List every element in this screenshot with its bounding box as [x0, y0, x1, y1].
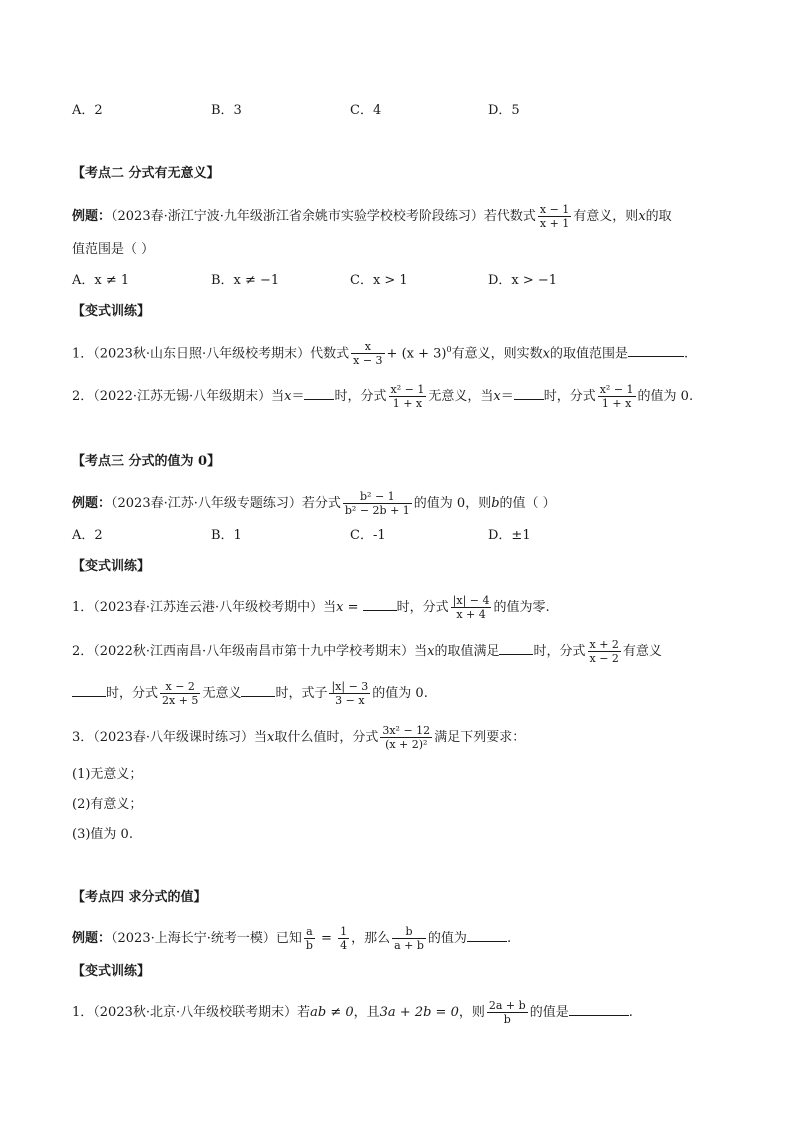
training-header: 【变式训练】	[72, 964, 151, 979]
text: 的值为零.	[493, 600, 550, 615]
text: 时，式子	[275, 686, 328, 701]
condition: 3a + 2b = 0	[379, 1005, 459, 1020]
fraction	[380, 724, 432, 751]
denominator: b² − 2b + 1	[344, 504, 410, 517]
answer-blank[interactable]	[363, 596, 397, 611]
fraction	[451, 594, 492, 621]
text: 时，分式	[533, 644, 586, 659]
training-header: 【变式训练】	[72, 559, 151, 574]
numerator: x − 1	[539, 203, 570, 216]
denominator: b	[305, 939, 313, 952]
fraction	[304, 925, 315, 952]
variable: x	[284, 389, 292, 404]
denominator: 1 + x	[392, 397, 423, 410]
text: 时，分式	[106, 686, 159, 701]
text: （2023春·江苏·八年级专题练习）若分式	[111, 496, 341, 511]
answer-blank[interactable]	[514, 385, 544, 400]
fraction	[487, 999, 528, 1026]
answer-blank[interactable]	[628, 342, 684, 357]
text: ，那么	[351, 931, 391, 946]
denominator: x − 3	[353, 354, 383, 368]
text: 时，分式	[543, 389, 596, 404]
text: 3．（2023春·八年级课时练习）当	[72, 730, 267, 745]
variable: x	[638, 209, 646, 224]
text: 2．（2022·江苏无锡·八年级期末）当	[72, 389, 285, 404]
text: .	[683, 346, 689, 362]
text: + (x + 3)	[386, 346, 447, 362]
fraction	[160, 680, 200, 707]
fraction	[598, 383, 636, 410]
fraction	[329, 680, 370, 707]
text: （2023春·浙江宁波·九年级浙江省余姚市实验学校校考阶段练习）若代数式	[111, 209, 536, 224]
text: 的值为	[427, 931, 467, 946]
text: 的取值满足	[434, 644, 500, 659]
text: 2．（2022秋·江西南昌·八年级南昌市第十九中学校考期末）当	[72, 644, 428, 659]
fraction	[338, 925, 349, 952]
question-3-2	[72, 638, 662, 665]
numerator: a	[304, 925, 315, 939]
text: ＝	[291, 389, 305, 404]
text: 1．（2023春·江苏连云港·八年级校考期中）当	[72, 600, 337, 615]
denominator: (x + 2)²	[385, 738, 428, 751]
denominator: b	[503, 1013, 511, 1026]
text: 1．（2023秋·山东日照·八年级校考期末）代数式	[72, 346, 350, 362]
text: 无意义，当	[428, 389, 494, 404]
option-b: B．1	[211, 528, 242, 543]
denominator: a + b	[394, 939, 424, 952]
numerator: x	[351, 340, 384, 354]
denominator: 2x + 5	[162, 694, 199, 707]
text: 无意义	[202, 686, 242, 701]
answer-blank[interactable]	[72, 682, 106, 697]
denominator: 1 + x	[601, 397, 632, 410]
fraction	[389, 383, 427, 410]
section-title-2: 【考点二 分式有无意义】	[72, 166, 220, 181]
example-2	[72, 203, 672, 230]
text: ，则	[458, 1005, 485, 1020]
question-3-2-line2	[72, 680, 428, 707]
option-c: C．4	[350, 103, 382, 118]
question-4-1	[72, 999, 633, 1026]
question-2-1	[72, 340, 688, 367]
numerator: x + 2	[589, 638, 619, 651]
text: ，且	[353, 1005, 380, 1020]
question-3-3-item-3: (3)值为 0.	[72, 827, 133, 842]
option-d: D．x > −1	[488, 273, 558, 288]
answer-blank[interactable]	[304, 385, 334, 400]
denominator: 3 − x	[335, 694, 365, 707]
fraction	[588, 638, 621, 665]
option-a: A．2	[72, 528, 103, 543]
option-d: D．±1	[488, 528, 531, 543]
option-a: A．2	[72, 103, 103, 118]
question-3-3-item-2: (2)有意义；	[72, 797, 143, 812]
fraction	[392, 925, 426, 952]
option-c: C．-1	[350, 528, 386, 543]
answer-blank[interactable]	[499, 640, 533, 655]
text: 有意义，则实数	[451, 346, 543, 362]
denominator: x + 1	[539, 217, 570, 230]
section-title-4: 【考点四 求分式的值】	[72, 890, 207, 905]
text: 的取	[645, 209, 672, 224]
variable: x	[427, 644, 435, 659]
example-4	[72, 925, 511, 952]
text: .	[506, 931, 512, 946]
option-c: C．x > 1	[350, 273, 408, 288]
exponent: 0	[446, 345, 452, 354]
numerator: b² − 1	[343, 490, 412, 504]
numerator: b	[392, 925, 426, 939]
variable: b	[491, 496, 500, 511]
question-3-1	[72, 594, 550, 621]
denominator: x + 4	[456, 608, 486, 621]
text: 满足下列要求：	[434, 730, 526, 745]
example-3	[72, 490, 556, 517]
text: 的值是	[529, 1005, 569, 1020]
text: 1．（2023秋·北京·八年级校联考期末）若	[72, 1005, 311, 1020]
numerator: 3x² − 12	[382, 724, 431, 737]
text: 时，分式	[396, 600, 449, 615]
numerator: 1	[340, 925, 348, 938]
numerator: |x| − 4	[452, 594, 490, 607]
example-label: 例题：	[72, 209, 112, 224]
fraction	[343, 490, 412, 517]
answer-blank[interactable]	[467, 927, 507, 942]
numerator: 2a + b	[488, 999, 526, 1012]
fraction	[351, 340, 384, 367]
text: =	[316, 931, 337, 946]
question-2-2	[72, 383, 693, 410]
example-2-line2: 值范围是（ ）	[72, 242, 155, 257]
denominator: x − 2	[589, 652, 619, 665]
condition: ab ≠ 0	[310, 1005, 354, 1020]
numerator: x − 2	[160, 680, 200, 694]
option-d: D．5	[488, 103, 520, 118]
text: ＝	[500, 389, 514, 404]
text: 时，分式	[334, 389, 387, 404]
text: 的值为 0.	[637, 389, 694, 404]
variable: x	[267, 730, 275, 745]
text: 的值为 0.	[372, 686, 428, 701]
text: 的值（ ）	[499, 496, 556, 511]
answer-blank[interactable]	[569, 1001, 629, 1016]
text: 有意义，则	[573, 209, 639, 224]
text: =	[343, 600, 363, 615]
text: 的取值范围是	[549, 346, 628, 362]
section-title-3: 【考点三 分式的值为 0】	[72, 454, 221, 469]
option-a: A．x ≠ 1	[72, 273, 130, 288]
text: 有意义	[622, 644, 662, 659]
example-label: 例题：	[72, 496, 112, 511]
numerator: x² − 1	[390, 383, 425, 396]
text: .	[628, 1005, 633, 1020]
text: 取什么值时，分式	[274, 730, 379, 745]
variable: x	[336, 600, 344, 615]
numerator: |x| − 3	[331, 680, 369, 693]
denominator: 4	[340, 939, 348, 952]
question-3-3-item-1: (1)无意义；	[72, 767, 143, 782]
option-b: B．x ≠ −1	[211, 273, 280, 288]
variable: x	[542, 346, 550, 362]
text: （2023·上海长宁·统考一模）已知	[111, 931, 302, 946]
question-3-3	[72, 724, 525, 751]
example-label: 例题：	[72, 931, 112, 946]
text: 的值为 0，则	[413, 496, 492, 511]
variable: x	[493, 389, 501, 404]
fraction	[538, 203, 571, 230]
answer-blank[interactable]	[241, 682, 275, 697]
training-header: 【变式训练】	[72, 304, 151, 319]
option-b: B．3	[211, 103, 242, 118]
numerator: x² − 1	[599, 383, 634, 396]
